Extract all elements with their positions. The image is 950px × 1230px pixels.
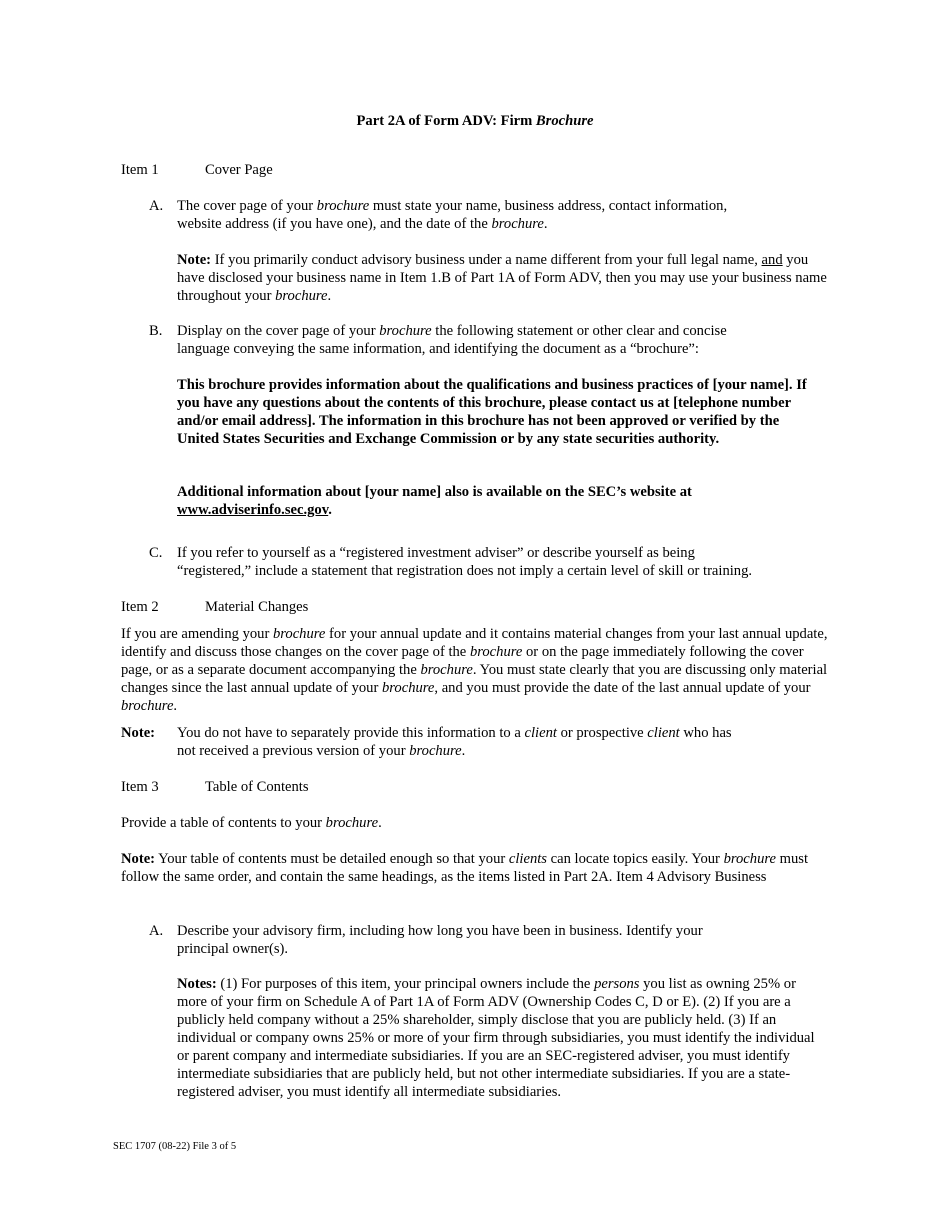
item-2-heading [121, 598, 308, 616]
item-2-paragraph: If you are amending your brochure for your annual update and it contains material changes from your last annual update, identify and discuss those changes on the cover page of the brochure or on the page immediately following the cover page, or as a separate document accompanying the brochure. You must state clearly that you are discussing only material changes since the last annual update of your brochure, and you must provide the date of the last annual update of your brochure. [121, 626, 828, 714]
item-3-paragraph: Provide a table of contents to your brochure. [121, 815, 382, 831]
item-1-a-note: Note: If you primarily conduct advisory business under a name different from your full legal name, and you have disclosed your business name in Item 1.B of Part 1A of Form ADV, then you may use your business name throughout your brochure. [177, 252, 827, 304]
item-title: Table of Contents [205, 779, 309, 795]
item-title: Material Changes [205, 599, 309, 615]
item-4-a-notes: Notes: (1) For purposes of this item, your principal owners include the persons you list as owning 25% or more of your firm on Schedule A of Part 1A of Form ADV (Ownership Codes C, D or E). (2) If you are a publicly held company without a 25% shareholder, simply disclose that you are publicly held. (3) If an individual or company owns 25% or more of your firm through subsidiaries, you must identify the individual or parent company and intermediate subsidiaries. If you are an SEC-registered adviser, you must identify intermediate subsidiaries that are publicly held, but not other intermediate subsidiaries. If you are a state-registered adviser, you must identify all intermediate subsidiaries. [177, 976, 815, 1100]
item-2-note-text: You do not have to separately provide this information to a client or prospective client who has not received a previous version of your brochure. [177, 725, 732, 759]
page-title: Part 2A of Form ADV: Firm Brochure [356, 113, 594, 129]
item-1-a-text: The cover page of your brochure must state your name, business address, contact information, website address (if you have one), and the date of the brochure. [177, 198, 728, 232]
item-number: Item 3 [121, 779, 159, 795]
item-1-b-text: Display on the cover page of your brochure the following statement or other clear and concise language conveying the same information, and identifying the document as a “brochure”: [177, 323, 727, 357]
item-1-b-additional: Additional information about [your name] also is available on the SEC’s website at www.adviserinfo.sec.gov. [177, 484, 692, 518]
item-3-heading [121, 778, 309, 796]
item-2-note-label: Note: [121, 725, 156, 741]
item-3-note: Note: Your table of contents must be detailed enough so that your clients can locate topics easily. Your brochure must follow the same order, and contain the same headings, as the items listed in Part 2A. Item 4 Advisory Business [121, 851, 809, 885]
list-marker-a: A. [149, 923, 164, 939]
item-1-heading [121, 161, 273, 179]
form-footer: SEC 1707 (08-22) File 3 of 5 [113, 1141, 237, 1152]
item-4-a-text: Describe your advisory firm, including how long you have been in business. Identify your principal owner(s). [177, 923, 703, 957]
list-marker-c: C. [149, 545, 163, 561]
list-marker-b: B. [149, 323, 163, 339]
adviserinfo-link[interactable]: www.adviserinfo.sec.gov [177, 502, 329, 518]
item-1-c-text: If you refer to yourself as a “registered investment adviser” or describe yourself as being “registered,” include a statement that registration does not imply a certain level of skill or training. [177, 545, 753, 579]
item-number: Item 1 [121, 162, 159, 178]
list-marker-a: A. [149, 198, 164, 214]
item-title: Cover Page [205, 162, 273, 178]
item-1-b-statement: This brochure provides information about the qualifications and business practices of [your name]. If you have any questions about the contents of this brochure, please contact us at [telephone number and/or email address]. The information in this brochure has not been approved or verified by the United States Securities and Exchange Commission or by any state securities authority. [177, 377, 807, 447]
item-number: Item 2 [121, 599, 159, 615]
